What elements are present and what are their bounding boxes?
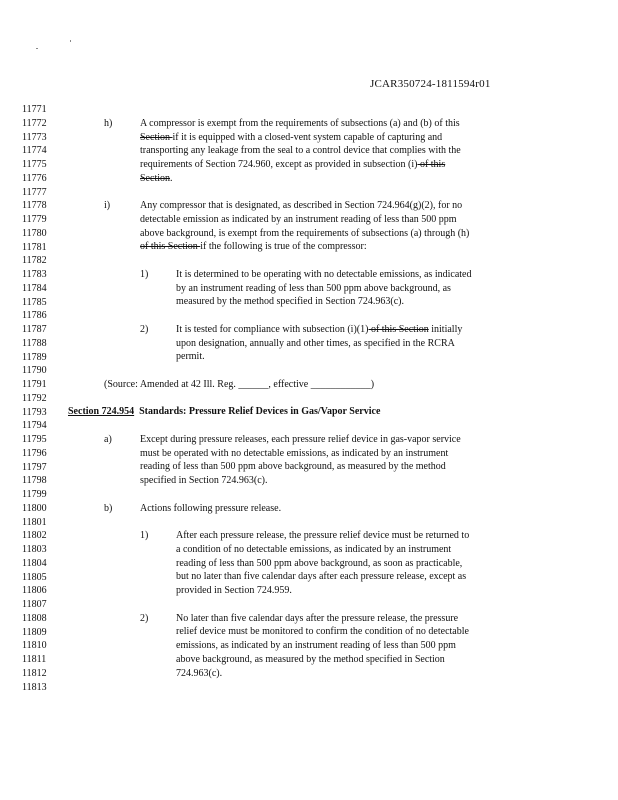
line-number: 11793 [22,406,47,418]
line-number: 11801 [22,516,47,528]
line-number: 11797 [22,461,47,473]
source-text: ) [370,379,375,390]
body-line: specified in Section 724.963(c). [140,475,268,486]
line-number: 11802 [22,530,47,542]
body-text: . [170,173,173,184]
body-line: reading of less than 500 ppm above background, as soon as practicable, [176,558,463,569]
source-text: (Source: Amended at 42 Ill. Reg. [104,379,239,390]
body-line: transporting any leakage from the seal to a control device that complies with the [140,145,461,156]
subsection-label: i) [104,200,111,211]
body-line: No later than five calendar days after the pressure release, the pressure [176,613,459,624]
body-line [140,172,173,186]
line-number: 11785 [22,296,47,308]
line-number: 11805 [22,571,47,583]
line-number: 11800 [22,502,47,514]
line-number: 11773 [22,131,47,143]
body-line [140,240,367,254]
line-number: 11807 [22,599,47,610]
line-number: 11778 [22,200,47,212]
line-number: 11808 [22,612,47,624]
body-line [176,323,462,337]
body-text: requirements of Section 724.960, except as provided in subsection (i) [140,159,418,170]
line-number: 11794 [22,420,47,432]
body-line: It is determined to be operating with no detectable emissions, as indicated [176,269,472,280]
body-line: relief device must be monitored to confirm the condition of no detectable [176,626,469,637]
item-number: 1) [140,530,149,541]
section-number: Section 724.954 [68,406,135,417]
source-blank: ______ [238,379,269,390]
body-line: After each pressure release, the pressure relief device must be returned to [176,530,470,541]
line-number: 11776 [22,172,47,184]
body-line: by an instrument reading of less than 500 ppm above background, as [176,283,451,294]
line-number: 11771 [22,104,47,115]
line-number: 11806 [22,585,47,597]
body-line: provided in Section 724.959. [176,585,292,596]
line-number: 11775 [22,159,47,170]
section-title: Standards: Pressure Relief Devices in Gas/Vapor Service [139,406,381,417]
line-number: 11810 [22,640,47,652]
body-text: initially [428,324,463,335]
source-text: , effective [268,379,311,390]
line-number: 11788 [22,337,47,349]
line-number: 11774 [22,145,47,157]
struck-text: of this Section [140,241,201,252]
line-number: 11777 [22,186,47,198]
body-line: above background, as measured by the method specified in Section [176,654,445,665]
struck-text: Section [140,132,173,143]
body-line: above background, is exempt from the requirements of subsections (a) through (h) [140,228,470,239]
subsection-label: b) [104,503,113,514]
section-heading [68,405,380,419]
body-line: a condition of no detectable emissions, as indicated by an instrument [176,544,452,555]
line-number: 11786 [22,310,47,322]
line-number: 11780 [22,227,47,239]
line-number: 11812 [22,667,47,679]
body-line: Except during pressure releases, each pressure relief device in gas-vapor service [140,434,461,445]
body-line: must be operated with no detectable emissions, as indicated by an instrument [140,448,449,459]
line-number: 11804 [22,557,47,569]
body-line: permit. [176,351,205,362]
line-number: 11781 [22,241,47,253]
source-note [104,378,374,392]
body-line: Any compressor that is designated, as described in Section 724.964(g)(2), for no [140,200,463,211]
struck-text: Section [140,173,170,184]
line-number: 11787 [22,324,47,335]
body-line: A compressor is exempt from the requirements of subsections (a) and (b) of this [140,118,460,129]
document-id: JCAR350724-1811594r01 [370,78,491,90]
item-number: 1) [140,269,149,280]
scan-speck [70,40,71,42]
body-line: reading of less than 500 ppm above background, as measured by the method [140,461,446,472]
line-number: 11791 [22,379,47,390]
body-line: 724.963(c). [176,668,223,679]
item-number: 2) [140,324,149,335]
body-line: upon designation, annually and other times, as specified in the RCRA [176,338,455,349]
body-text: if the following is true of the compressor: [200,241,367,252]
body-line [140,158,445,172]
body-line: but no later than five calendar days after each pressure release, except as [176,571,467,582]
struck-text: of this [417,159,446,170]
struck-text: of this Section [368,324,429,335]
line-number: 11798 [22,475,47,487]
line-number: 11779 [22,214,47,225]
line-number: 11799 [22,489,47,500]
body-line: emissions, as indicated by an instrument reading of less than 500 ppm [176,640,456,651]
item-number: 2) [140,613,149,624]
subsection-label: h) [104,118,113,129]
scan-speck [36,48,38,49]
line-number: 11811 [22,654,47,665]
line-number: 11789 [22,351,47,363]
line-number: 11809 [22,626,47,638]
body-line: detectable emission as indicated by an instrument reading of less than 500 ppm [140,214,457,225]
line-number: 11772 [22,117,47,129]
body-line [140,131,442,145]
body-line: Actions following pressure release. [140,503,282,514]
body-text: if it is equipped with a closed-vent system capable of capturing and [172,132,443,143]
line-number: 11783 [22,269,47,280]
line-number: 11792 [22,392,47,404]
source-blank: ____________ [310,379,371,390]
line-number: 11813 [22,681,47,693]
line-number: 11796 [22,447,47,459]
line-number: 11803 [22,544,47,555]
body-text: It is tested for compliance with subsection (i)(1) [176,324,369,335]
line-number: 11782 [22,255,47,267]
line-number: 11784 [22,282,47,294]
line-number: 11790 [22,365,47,377]
body-line: measured by the method specified in Section 724.963(c). [176,296,404,307]
line-number: 11795 [22,434,47,445]
subsection-label: a) [104,434,112,445]
